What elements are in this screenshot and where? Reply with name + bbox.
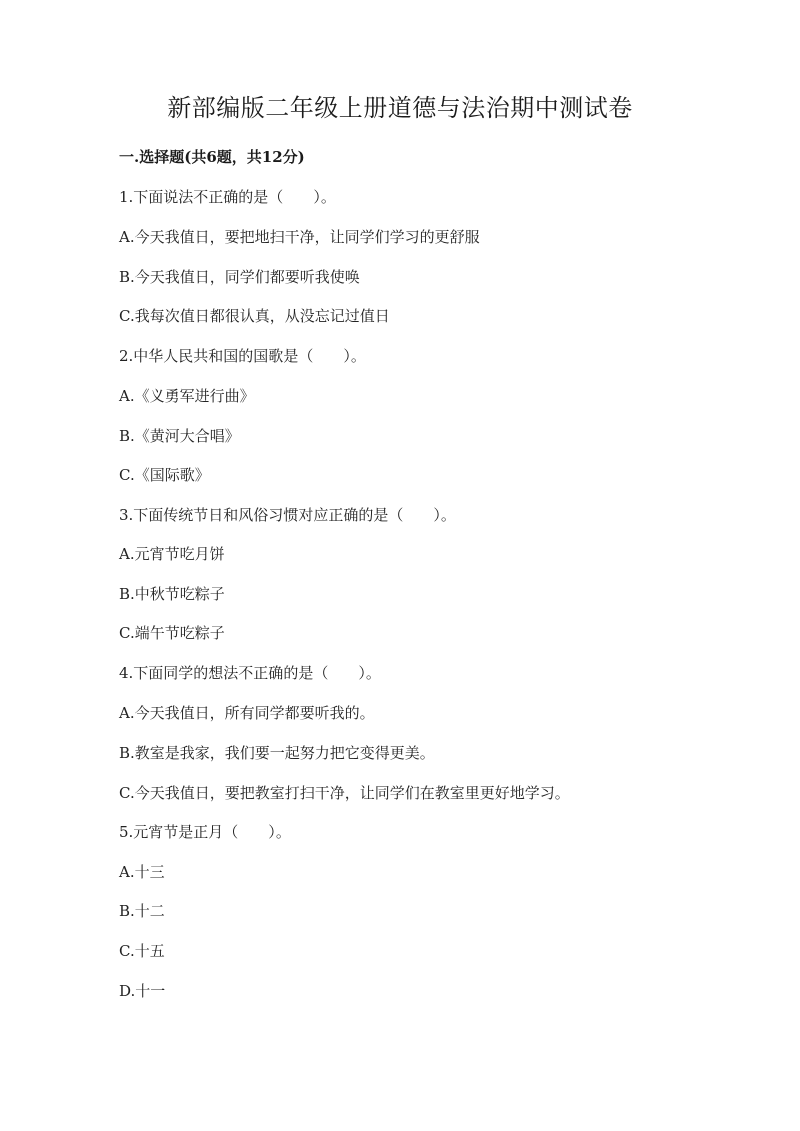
question-5-stem: 5.元宵节是正月（ ）。 — [119, 823, 291, 841]
question-4-stem: 4.下面同学的想法不正确的是（ ）。 — [119, 664, 381, 682]
question-2-option-b: B.《黄河大合唱》 — [119, 427, 240, 445]
question-1-option-c: C.我每次值日都很认真，从没忘记过值日 — [119, 307, 390, 325]
question-3-stem: 3.下面传统节日和风俗习惯对应正确的是（ ）。 — [119, 506, 456, 524]
question-4-option-b: B.教室是我家，我们要一起努力把它变得更美。 — [119, 744, 435, 762]
page-title: 新部编版二年级上册道德与法治期中测试卷 — [167, 94, 633, 122]
question-2-stem: 2.中华人民共和国的国歌是（ ）。 — [119, 347, 366, 365]
question-1-option-b: B.今天我值日，同学们都要听我使唤 — [119, 268, 360, 286]
question-2-option-c: C.《国际歌》 — [119, 466, 210, 484]
question-3-option-a: A.元宵节吃月饼 — [119, 545, 225, 563]
question-5-option-a: A.十三 — [119, 863, 165, 881]
question-4-option-a: A.今天我值日，所有同学都要听我的。 — [119, 704, 375, 722]
section-heading: 一.选择题(共6题，共12分) — [119, 148, 305, 166]
question-5-option-b: B.十二 — [119, 902, 165, 920]
question-5-option-c: C.十五 — [119, 942, 165, 960]
question-5-option-d: D.十一 — [119, 982, 166, 1000]
question-1-option-a: A.今天我值日，要把地扫干净，让同学们学习的更舒服 — [119, 228, 480, 246]
question-3-option-c: C.端午节吃粽子 — [119, 624, 225, 642]
question-3-option-b: B.中秋节吃粽子 — [119, 585, 225, 603]
question-4-option-c: C.今天我值日，要把教室打扫干净，让同学们在教室里更好地学习。 — [119, 784, 570, 802]
question-2-option-a: A.《义勇军进行曲》 — [119, 387, 255, 405]
question-1-stem: 1.下面说法不正确的是（ ）。 — [119, 188, 336, 206]
